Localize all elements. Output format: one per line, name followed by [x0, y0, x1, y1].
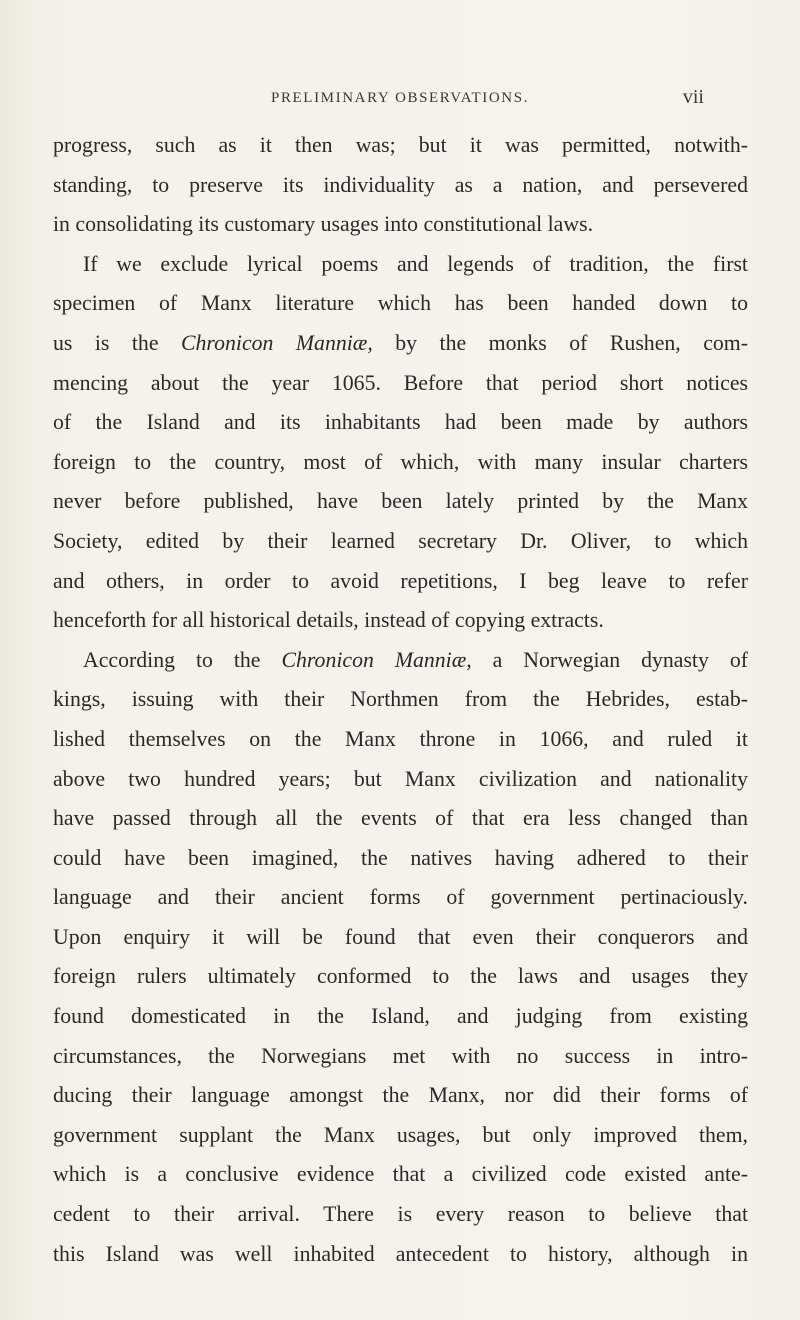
text-run: standing, to preserve its individuality as a nation, and persevered	[53, 172, 748, 197]
text-line	[53, 601, 748, 641]
text-line	[53, 1235, 748, 1275]
text-line	[53, 166, 748, 206]
text-line	[53, 205, 748, 245]
text-line	[53, 562, 748, 602]
text-run: this Island was well inhabited antecedent to history, although in	[53, 1241, 748, 1266]
text-line	[53, 364, 748, 404]
text-line	[53, 324, 748, 364]
text-line	[53, 799, 748, 839]
italic-title: Chronicon Manniæ,	[281, 647, 472, 672]
text-line	[53, 284, 748, 324]
text-run: Society, edited by their learned secretary Dr. Oliver, to which	[53, 528, 748, 553]
text-run: which is a conclusive evidence that a civilized code existed ante-	[53, 1162, 748, 1187]
text-run: specimen of Manx literature which has been handed down to	[53, 291, 748, 316]
text-run: foreign to the country, most of which, with many insular charters	[53, 449, 748, 474]
text-line	[53, 720, 748, 760]
text-run: and others, in order to avoid repetitions, I beg leave to refer	[53, 568, 748, 593]
text-run: Upon enquiry it will be found that even their conquerors and	[53, 924, 748, 949]
text-run: progress, such as it then was; but it was permitted, notwith-	[53, 133, 748, 157]
text-run: by the monks of Rushen, com-	[372, 330, 748, 355]
text-run: above two hundred years; but Manx civilization and nationality	[53, 766, 748, 791]
text-line	[53, 918, 748, 958]
text-line	[53, 997, 748, 1037]
text-line	[53, 680, 748, 720]
text-run: lished themselves on the Manx throne in 1066, and ruled it	[53, 726, 748, 751]
text-line	[53, 245, 748, 285]
text-line	[53, 482, 748, 522]
text-run: foreign rulers ultimately conformed to the laws and usages they	[53, 964, 748, 989]
text-run: henceforth for all historical details, instead of copying extracts.	[53, 608, 604, 633]
text-run: could have been imagined, the natives having adhered to their	[53, 845, 748, 870]
body-text	[53, 126, 748, 1274]
text-run: found domesticated in the Island, and judging from existing	[53, 1004, 748, 1029]
text-run: kings, issuing with their Northmen from the Hebrides, estab-	[53, 687, 748, 712]
text-line	[53, 126, 748, 166]
text-line	[53, 522, 748, 562]
text-run: in consolidating its customary usages into constitutional laws.	[53, 212, 594, 237]
text-run: cedent to their arrival. There is every reason to believe that	[53, 1202, 748, 1227]
running-head	[0, 86, 800, 116]
text-run: of the Island and its inhabitants had been made by authors	[53, 410, 748, 435]
text-line	[53, 443, 748, 483]
text-run: never before published, have been lately printed by the Manx	[53, 489, 748, 514]
text-line	[53, 878, 748, 918]
text-run: us is the	[53, 330, 181, 355]
italic-title: Chronicon Manniæ,	[180, 330, 373, 355]
text-run: According to the	[83, 647, 282, 672]
text-run: circumstances, the Norwegians met with no success in intro-	[53, 1043, 748, 1068]
running-title: PRELIMINARY OBSERVATIONS.	[271, 90, 529, 106]
page-number: vii	[682, 86, 704, 108]
text-line	[53, 403, 748, 443]
text-run: have passed through all the events of that era less changed than	[53, 806, 748, 831]
text-line	[53, 1076, 748, 1116]
text-line	[53, 1155, 748, 1195]
text-run: ducing their language amongst the Manx, nor did their forms of	[53, 1083, 748, 1108]
text-line	[53, 1195, 748, 1235]
text-line	[53, 760, 748, 800]
text-run: government supplant the Manx usages, but only improved them,	[53, 1122, 748, 1147]
text-run: mencing about the year 1065. Before that period short notices	[53, 370, 748, 395]
text-run: language and their ancient forms of government pertinaciously.	[53, 885, 748, 910]
text-run: a Norwegian dynasty of	[471, 647, 748, 672]
text-line	[53, 641, 748, 681]
text-line	[53, 1116, 748, 1156]
text-line	[53, 839, 748, 879]
text-line	[53, 957, 748, 997]
text-run: If we exclude lyrical poems and legends of tradition, the first	[83, 251, 748, 276]
text-line	[53, 1037, 748, 1077]
